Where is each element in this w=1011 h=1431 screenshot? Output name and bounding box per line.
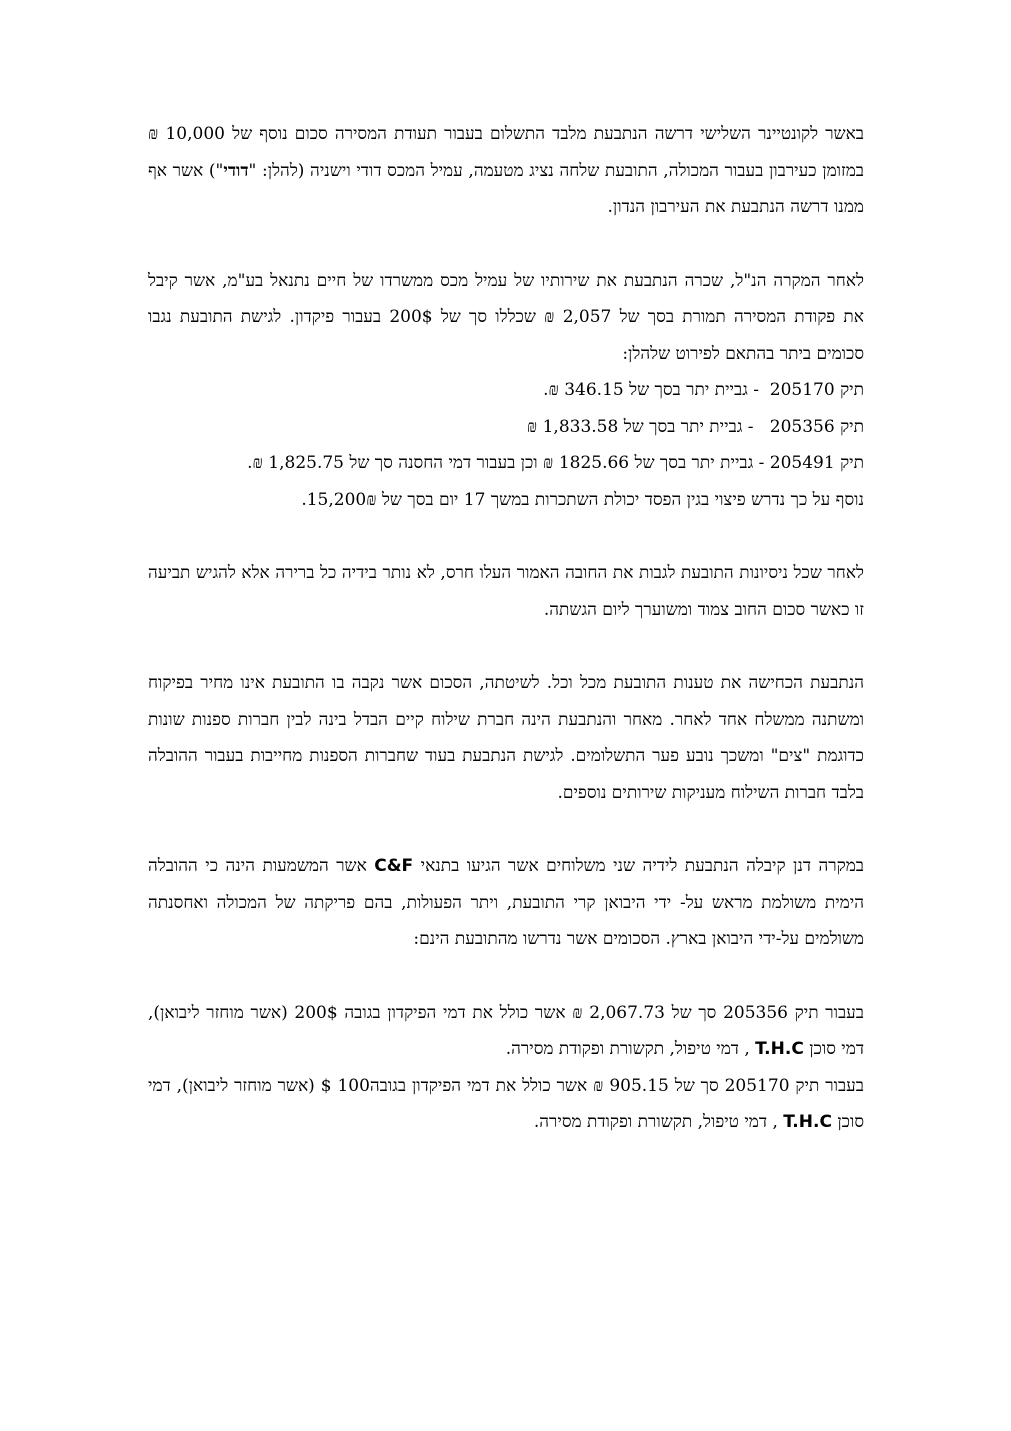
bold-term-cf: C&F [374, 856, 414, 876]
bold-term-dudi: דודי [223, 160, 249, 181]
paragraph-text: , דמי טיפול, תקשורת ופקודת מסירה. [533, 1112, 784, 1132]
paragraph-overcharge [148, 263, 864, 519]
list-item-205356: תיק 205356 - גביית יתר בסך של 1,833.58 ₪ [526, 416, 864, 437]
paragraph-compensation: נוסף על כך נדרש פיצוי בגין הפסד יכולת השתכרות במשך 17 יום בסך של 15,200₪. [301, 489, 864, 510]
document-body [148, 116, 864, 1141]
paragraph-defense: הנתבעת הכחישה את טענות התובעת מכל וכל. לשיטתה, הסכום אשר נקבה בו התובעת אינו מחיר בפיקוח ומשתנה ממשלח אחד לאחר. מאחר והנתבעת הינה חברת שילוח קיים הבדל בינה לבין חברות ספנות שונות כדוגמת "צים" ומשכך נובע פער התשלומים. לגישת הנתבעת בעוד שחברות הספנות מחייבות בעבור ההובלה בלבד חברות השילוח מעניקות שירותים נוספים. [148, 673, 864, 803]
paragraph-text: אשר המשמעות הינה כי ההובלה הימית משולמת מראש על- ידי היבואן קרי התובעת, ויתר הפעולות, בהם פריקתה של המכולה ואחסנתה משולמים על-ידי היבואן בארץ. הסכומים אשר נדרשו מהתובעת הינם: [148, 856, 864, 949]
paragraph-text: , דמי טיפול, תקשורת ופקודת מסירה. [505, 1039, 756, 1059]
bold-term-thc: T.H.C [755, 1039, 804, 1059]
paragraph-text: בעבור תיק 205170 סך של 905.15 ₪ אשר כולל את דמי הפיקדון בגובה100 $ (אשר מוחזר ליבואן), דמי סוכן [148, 1075, 864, 1132]
amount-file-205356 [148, 995, 864, 1068]
paragraph-text: בעבור תיק 205356 סך של 2,067.73 ₪ אשר כולל את דמי הפיקדון בגובה 200$ (אשר מוחזר ליבואן), דמי סוכן [148, 1002, 864, 1059]
paragraph-text: ") אשר אף ממנו דרשה הנתבעת את העירבון הנדון. [148, 160, 864, 217]
paragraph-text: לאחר המקרה הנ"ל, שכרה הנתבעת את שירותיו של עמיל מכס ממשרדו של חיים נתנאל בע"מ, אשר קיבל את פקודת המסירה תמורת בסך של 2,057 ₪ שכללו סך של 200$ בעבור פיקדון. לגישת התובעת נגבו סכומים ביתר בהתאם לפירוט שלהלן: [148, 270, 865, 364]
paragraph-cf-terms [148, 848, 864, 958]
paragraph-amounts [148, 995, 864, 1141]
list-item-205491: תיק 205491 - גביית יתר בסך של 1825.66 ₪ וכן בעבור דמי החסנה סך של 1,825.75 ₪. [247, 453, 864, 473]
paragraph-claim-filing: לאחר שכל ניסיונות התובעת לגבות את החובה האמור העלו חרס, לא נותר בידיה כל ברירה אלא להגיש תביעה זו כאשר סכום החוב צמוד ומשוערך ליום הגשתה. [148, 563, 864, 620]
bold-term-thc: T.H.C [783, 1112, 832, 1132]
paragraph-text: במקרה דנן קיבלה הנתבעת לידיה שני משלוחים אשר הגיעו בתנאי [413, 856, 864, 876]
paragraph-text: באשר לקונטיינר השלישי דרשה הנתבעת מלבד התשלום בעבור תעודת המסירה סכום נוסף של 10,000 ₪ במזומן כעירבון בעבור המכולה, התובעת שלחה נציג מטעמה, עמיל המכס דודי וישניה (להלן: " [148, 124, 865, 181]
list-item-205170: תיק 205170 - גביית יתר בסך של 346.15 ₪. [543, 380, 864, 400]
paragraph-third-container [148, 116, 864, 226]
amount-file-205170 [148, 1068, 864, 1141]
